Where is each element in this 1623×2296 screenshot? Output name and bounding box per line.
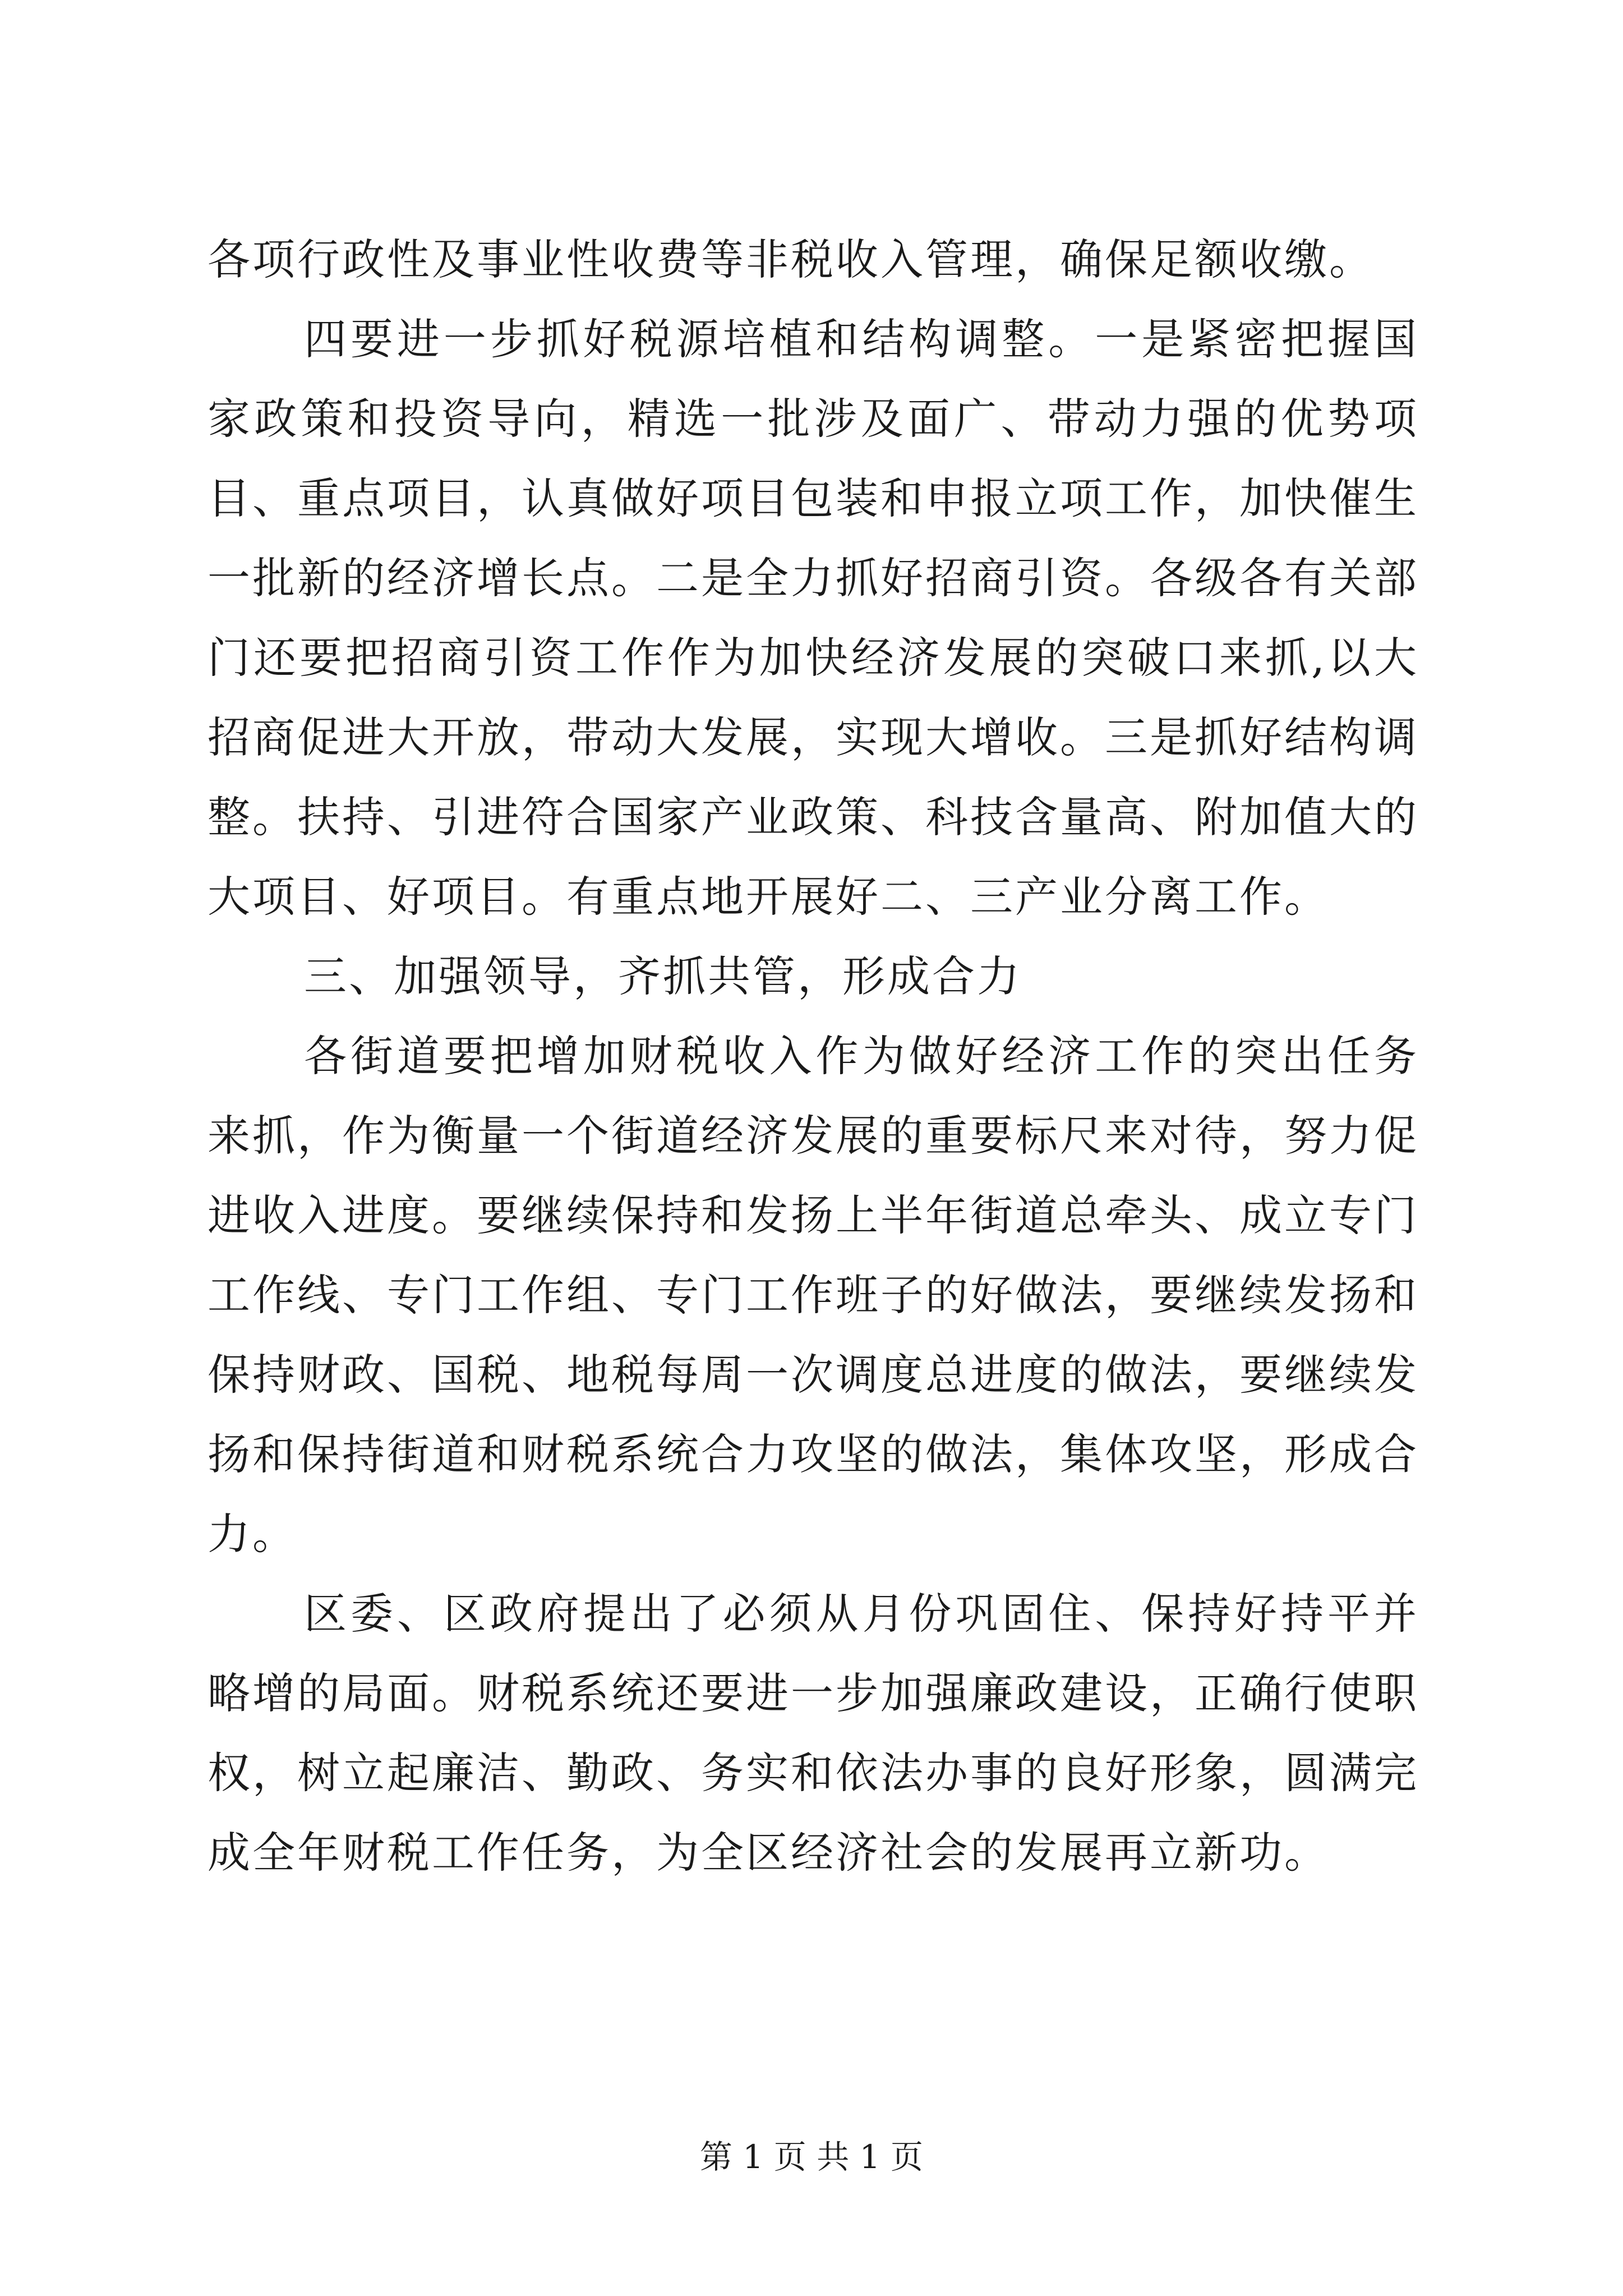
paragraph-4: 区委、区政府提出了必须从月份巩固住、保持好持平并略增的局面。财税系统还要进一步加强廉政建设，正确行使职权，树立起廉洁、勤政、务实和依法办事的良好形象，圆满完成全年财税工作任务，为全区经济社会的发展再立新功。 [208,1589,1419,1878]
section-heading: 三、加强领导，齐抓共管，形成合力 [304,951,1022,1001]
document-body [208,220,1419,1893]
paragraph-2: 四要进一步抓好税源培植和结构调整。一是紧密把握国家政策和投资导向，精选一批涉及面广、带动力强的优势项目、重点项目，认真做好项目包装和申报立项工作，加快催生一批新的经济增长点。二是全力抓好招商引资。各级各有关部门还要把招商引资工作作为加快经济发展的突破口来抓,以大招商促进大开放，带动大发展，实现大增收。三是抓好结构调整。扶持、引进符合国家产业政策、科技含量高、附加值大的大项目、好项目。有重点地开展好二、三产业分离工作。 [208,314,1419,922]
paragraph-1: 各项行政性及事业性收费等非税收入管理，确保足额收缴。 [208,234,1374,284]
page-footer: 第 1 页 共 1 页 [700,2138,923,2176]
paragraph-3: 各街道要把增加财税收入作为做好经济工作的突出任务来抓，作为衡量一个街道经济发展的重要标尺来对待，努力促进收入进度。要继续保持和发扬上半年街道总牵头、成立专门工作线、专门工作组、专门工作班子的好做法，要继续发扬和保持财政、国税、地税每周一次调度总进度的做法，要继续发扬和保持街道和财税系统合力攻坚的做法，集体攻坚，形成合力。 [208,1031,1419,1559]
